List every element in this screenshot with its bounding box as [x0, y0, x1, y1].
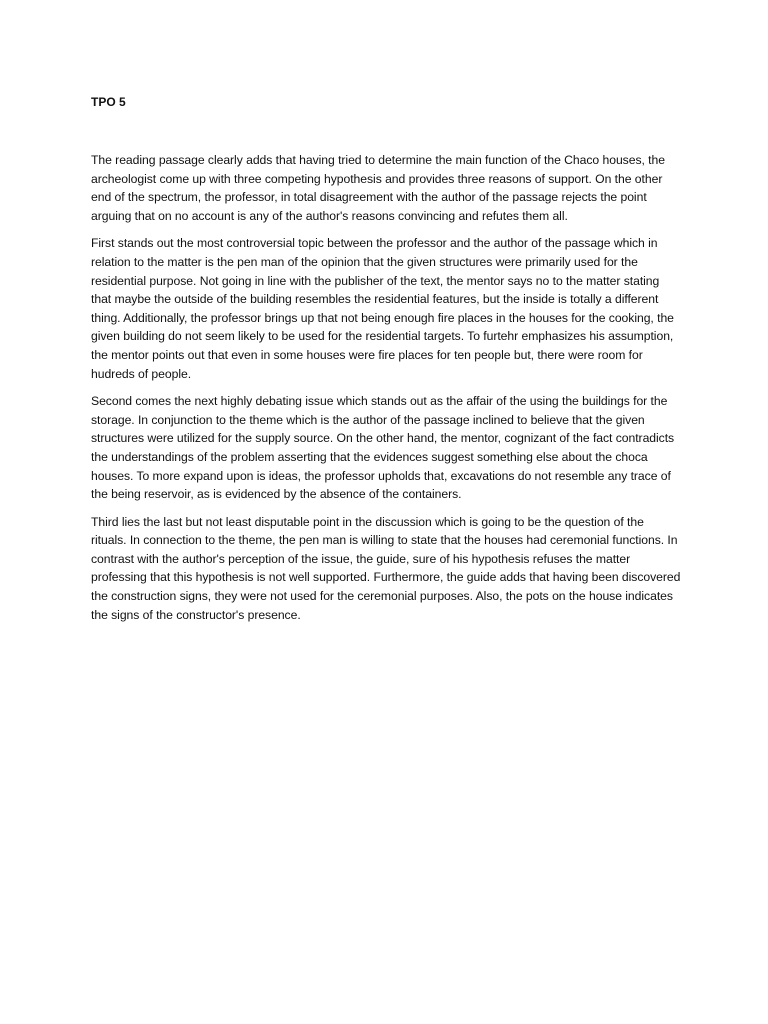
paragraph-rituals: Third lies the last but not least disputable point in the discussion which is going to be the question of the rituals. In connection to the theme, the pen man is willing to state that the houses had ceremonial functions. In contrast with the author's perception of the issue, the guide, sure of his hypothesis refuses the matter professing that this hypothesis is not well supported. Furthermore, the guide adds that having been discovered the construction signs, they were not used for the ceremonial purposes. Also, the pots on the house indicates the signs of the constructor's presence. — [91, 514, 681, 622]
document-title: TPO 5 — [91, 95, 126, 109]
paragraph-intro: The reading passage clearly adds that having tried to determine the main function of the Chaco houses, the archeologist come up with three competing hypothesis and provides three reasons of support. On the other end of the spectrum, the professor, in total disagreement with the author of the passage rejects the point arguing that on no account is any of the author's reasons convincing and refutes them all. — [91, 153, 665, 223]
paragraph-residential: First stands out the most controversial topic between the professor and the author of the passage which in relation to the matter is the pen man of the opinion that the given structures were primarily used for the residential purpose. Not going in line with the publisher of the text, the mentor says no to the matter stating that maybe the outside of the building resembles the residential features, but the inside is totally a different thing. Additionally, the professor brings up that not being enough fire places in the houses for the cooking, the given building do not seem likely to be used for the residential targets. To furtehr emphasizes his assumption, the mentor points out that even in some houses were fire places for ten people but, there were room for hudreds of people. — [91, 236, 674, 381]
paragraph-storage: Second comes the next highly debating issue which stands out as the affair of the using the buildings for the storage. In conjunction to the theme which is the author of the passage inclined to believe that the given structures were utilized for the supply source. On the other hand, the mentor, cognizant of the fact contradicts the understandings of the problem asserting that the evidences suggest something else about the choca houses. To more expand upon is ideas, the professor upholds that, excavations do not resemble any trace of the being reservoir, as is evidenced by the absence of the containers. — [91, 394, 675, 502]
document-body — [91, 93, 681, 633]
